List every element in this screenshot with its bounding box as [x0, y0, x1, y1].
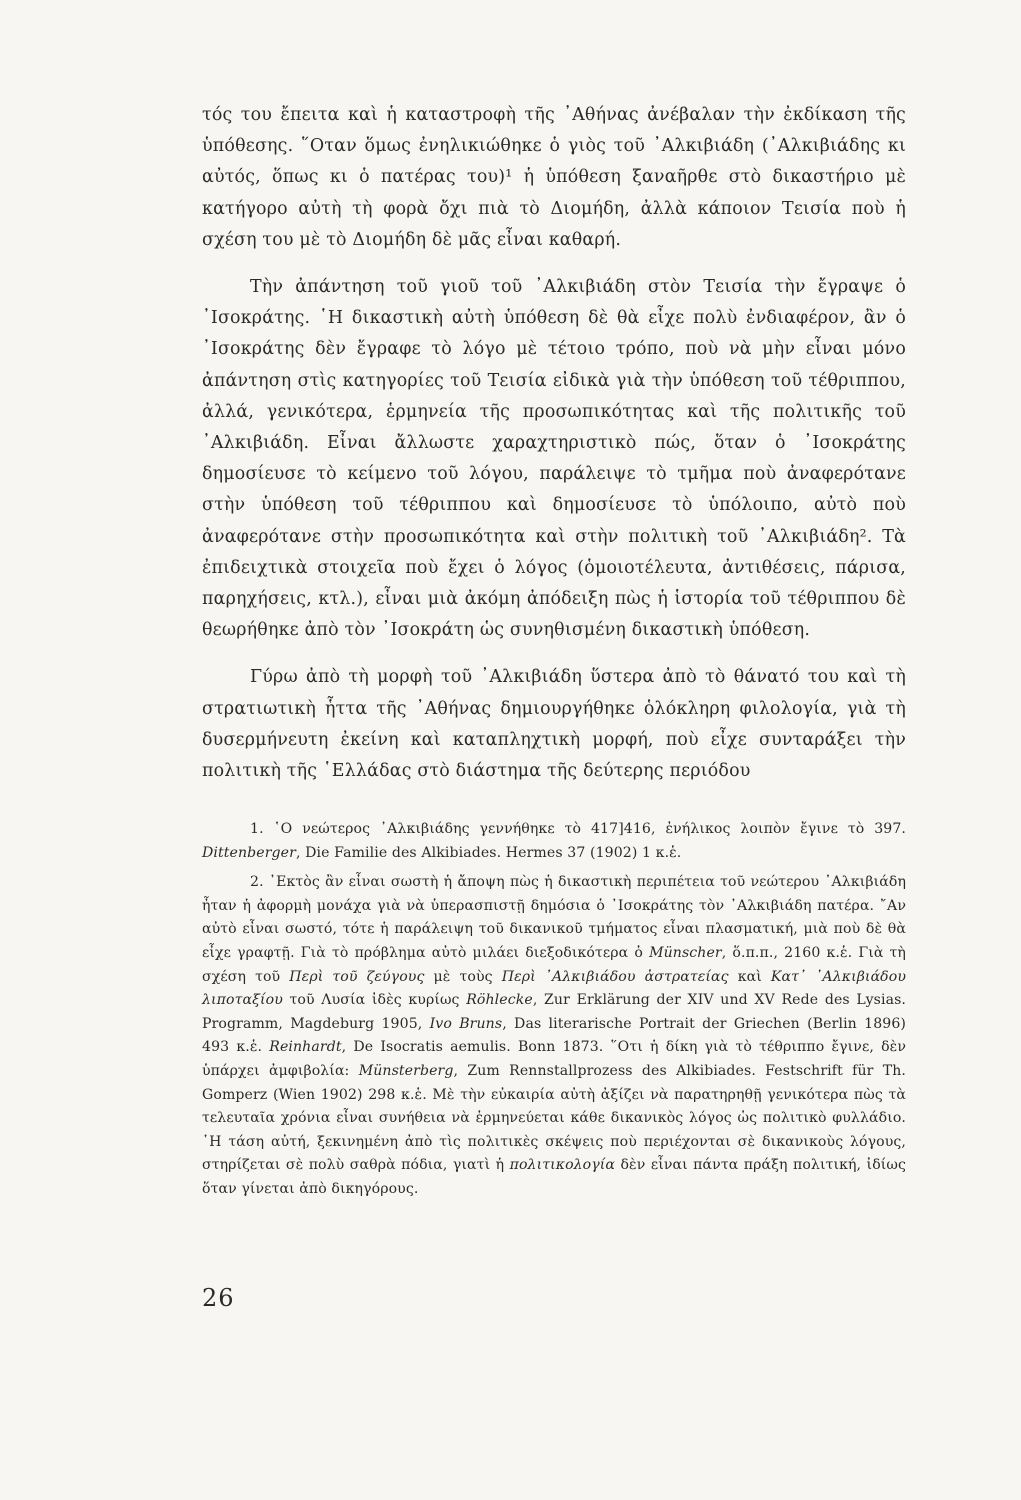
footnote-2-text: τοῦ Λυσία ἰδὲς κυρίως: [282, 992, 467, 1009]
footnote-2-text: 2. ᾿Εκτὸς ἂν εἶναι σωστὴ ἡ ἄποψη πὼς ἡ δικαστικὴ περιπέτεια τοῦ νεώτερου ᾿Αλκιβιάδη ἦταν ἡ ἀφορμὴ μονάχα γιὰ νὰ ὑπερασπιστῇ δημόσια ὁ ᾿Ισοκράτης τὸν ᾿Αλκιβιάδη πατέρα. ῎Αν αὐτὸ εἶναι σωστό, τότε ἡ παράλειψη τοῦ δικανικοῦ τμήματος εἶναι πλασματική, μιὰ ποὺ δὲ θὰ εἶχε γραφτῇ. Γιὰ τὸ πρόβλημα αὐτὸ μιλάει διεξοδικότερα ὁ: [202, 874, 906, 961]
footnote-2-title: Κατ᾿ ᾿Αλκιβιάδου λιποταξίου: [202, 968, 907, 1009]
footnote-2-author-munscher: Münscher: [649, 944, 722, 961]
footnote-2-author-reinhardt: Reinhardt: [269, 1039, 342, 1056]
footnote-2-text: , De Isocratis aemulis. Bonn 1873. ῞Οτι ἡ δίκη γιὰ τὸ τέθριππο ἔγινε, δὲν ὑπάρχει ἀμφιβολία:: [202, 1039, 906, 1079]
footnote-2-text: , Das literarische Portrait der Griechen (Berlin 1896) 493 κ.ἑ.: [202, 1015, 906, 1056]
footnote-2-author-rohlecke: Röhlecke: [466, 992, 533, 1009]
footnote-2-text: μὲ τοὺς: [424, 968, 502, 985]
page-number: 26: [202, 1284, 235, 1312]
paragraph-3: Γύρω ἀπὸ τὴ μορφὴ τοῦ ᾿Αλκιβιάδη ὕστερα ἀπὸ τὸ θάνατό του καὶ τὴ στρατιωτικὴ ἧττα τῆς ᾿Αθήνας δημιουργήθηκε ὁλόκληρη φιλολογία, γιὰ τὴ δυσερμήνευτη ἐκείνη καὶ καταπληχτικὴ μορφή, ποὺ εἶχε συνταράξει τὴν πολιτικὴ τῆς ῾Ελλάδας στὸ διάστημα τῆς δεύτερης περιόδου: [202, 667, 906, 782]
footnote-2-text: , ὅ.π.π., 2160 κ.ἑ. Γιὰ τὴ σχέση τοῦ: [202, 944, 906, 985]
footnote-2-text: , Zur Erklärung der XIV und XV Rede des Lysias. Programm, Magdeburg 1905,: [202, 992, 906, 1032]
footnote-2-title: Περὶ ᾿Αλκιβιάδου ἀστρατείας: [501, 968, 729, 985]
footnote-2-title: Περὶ τοῦ ζεύγους: [289, 968, 425, 985]
footnote-1: [202, 818, 906, 865]
main-text: [202, 100, 906, 787]
paragraph-2: Τὴν ἀπάντηση τοῦ γιοῦ τοῦ ᾿Αλκιβιάδη στὸν Τεισία τὴν ἔγραψε ὁ ᾿Ισοκράτης. ῾Η δικαστικὴ αὐτὴ ὑπόθεση δὲ θὰ εἶχε πολὺ ἐνδιαφέρον, ἂν ὁ ᾿Ισοκράτης δὲν ἔγραφε τὸ λόγο μὲ τέτοιο τρόπο, ποὺ νὰ μὴν εἶναι μόνο ἀπάντηση στὶς κατηγορίες τοῦ Τεισία εἰδικὰ γιὰ τὴν ὑπόθεση τοῦ τέθριππου, ἀλλά, γενικότερα, ἑρμηνεία τῆς προσωπικότητας καὶ τῆς πολιτικῆς τοῦ ᾿Αλκιβιάδη. Εἶναι ἄλλωστε χαραχτηριστικὸ πώς, ὅταν ὁ ᾿Ισοκράτης δημοσίευσε τὸ κείμενο τοῦ λόγου, παράλειψε τὸ τμῆμα ποὺ ἀναφερότανε στὴν ὑπόθεση τοῦ τέθριππου καὶ δημοσίευσε τὸ ὑπόλοιπο, αὐτὸ ποὺ ἀναφερότανε στὴν προσωπικότητα καὶ στὴν πολιτικὴ τοῦ ᾿Αλκιβιάδη². Τὰ ἐπιδειχτικὰ στοιχεῖα ποὺ ἔχει ὁ λόγος (ὁμοιοτέλευτα, ἀντιθέσεις, πάρισα, παρηχήσεις, κτλ.), εἶναι μιὰ ἀκόμη ἀπόδειξη πὼς ἡ ἱστορία τοῦ τέθριππου δὲ θεωρήθηκε ἀπὸ τὸν ᾿Ισοκράτη ὡς συνηθισμένη δικαστικὴ ὑπόθεση.: [202, 277, 906, 641]
footnote-1-text: 1. ῾Ο νεώτερος ᾿Αλκιβιάδης γεννήθηκε τὸ 417]416, ἐνήλικος λοιπὸν ἔγινε τὸ 397.: [250, 821, 906, 837]
footnote-1-author: Dittenberger: [202, 844, 296, 861]
footnotes: [202, 818, 906, 1202]
footnote-2-author-bruns: Ivo Bruns: [429, 1015, 503, 1032]
footnote-2-text: καὶ: [728, 968, 771, 985]
footnote-2-emphasis: πολιτικολογία: [509, 1157, 616, 1174]
paragraph-1: τός του ἔπειτα καὶ ἡ καταστροφὴ τῆς ᾿Αθήνας ἀνέβαλαν τὴν ἐκδίκαση τῆς ὑπόθεσης. ῞Οταν ὅμως ἐνηλικιώθηκε ὁ γιὸς τοῦ ᾿Αλκιβιάδη (᾿Αλκιβιάδης κι αὐτός, ὅπως κι ὁ πατέρας του)¹ ἡ ὑπόθεση ξαναῆρθε στὸ δικαστήριο μὲ κατήγορο αὐτὴ τὴ φορὰ ὄχι πιὰ τὸ Διομήδη, ἀλλὰ κάποιον Τεισία ποὺ ἡ σχέση του μὲ τὸ Διομήδη δὲ μᾶς εἶναι καθαρή.: [202, 105, 906, 250]
footnote-1-reference: , Die Familie des Alkibiades. Hermes 37 (1902) 1 κ.ἑ.: [295, 844, 682, 861]
footnote-2-text: , Zum Rennstallprozess des Alkibiades. Festschrift für Th. Gomperz (Wien 1902) 298 κ.ἑ. Μὲ τὴν εὐκαιρία αὐτὴ ἀξίζει νὰ παρατηρηθῇ γενικότερα πὼς τὰ τελευταῖα χρόνια εἶναι συνήθεια νὰ ἑρμηνεύεται κάθε δικανικὸς λόγος ὡς πολιτικὸ φυλλάδιο. ῾Η τάση αὐτή, ξεκινημένη ἀπὸ τὶς πολιτικὲς σκέψεις ποὺ περιέχονται σὲ δικανικοὺς λόγους, στηρίζεται σὲ πολὺ σαθρὰ πόδια, γιατὶ ἡ: [202, 1062, 906, 1174]
footnote-2: [202, 871, 906, 1201]
footnote-2-author-munsterberg: Münsterberg: [358, 1062, 454, 1079]
footnote-2-text: δὲν εἶναι πάντα πράξη πολιτική, ἰδίως ὅταν γίνεται ἀπὸ δικηγόρους.: [202, 1157, 906, 1197]
